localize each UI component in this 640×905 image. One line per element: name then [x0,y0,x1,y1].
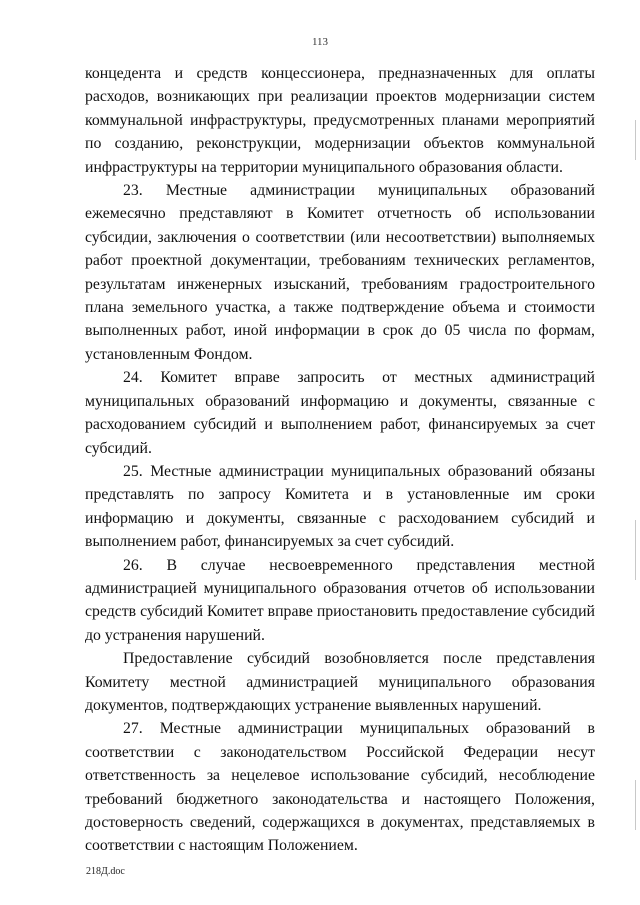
paragraph-item-25: 25. Местные администрации муниципальных образований обязаны представлять по запросу Комитета и в установленные им сроки информацию и документы, связанные с расходованием субсидий и выполнением работ, финансируемых за счет субсидий. [85,462,595,551]
paragraph-item-27: 27. Местные администрации муниципальных образований в соответствии с законодательством Российской Федерации несут ответственность за нецелевое использование субсидий, несоблюдение требований бюджетного законодательства и настоящего Положения, достоверность сведений, содержащихся в документах, представляемых в соответствии с настоящим Положением. [85,720,595,855]
paragraph-item-23: 23. Местные администрации муниципальных образований ежемесячно представляют в Комитет отчетность об использовании субсидии, заключения о соответствии (или несоответствии) выполняемых работ проектной документации, требованиям технических регламентов, результатам инженерных изысканий, требованиям градостроительного плана земельного участка, а также подтверждение объема и стоимости выполненных работ, иной информации в срок до 05 числа по формам, установленным Фондом. [85,182,595,363]
paragraph-item-26: 26. В случае несвоевременного представления местной администрацией муниципального образования отчетов об использовании средств субсидий Комитет вправе приостановить предоставление субсидий до устранения нарушений. [85,556,595,644]
paragraph-resumption: Предоставление субсидий возобновляется после представления Комитету местной администрацией муниципального образования документов, подтверждающих устранение выявленных нарушений. [85,650,595,714]
scan-edge-mark [635,520,636,580]
scan-edge-mark [635,780,636,830]
page-number: 113 [311,36,329,48]
file-name-footer: 218Д.doc [86,866,125,877]
scan-edge-mark [635,120,636,160]
paragraph: концедента и средств концессионера, предназначенных для оплаты расходов, возникающих при реализации проектов модернизации систем коммунальной инфраструктуры, предусмотренных планами мероприятий по созданию, реконструкции, модернизации объектов коммунальной инфраструктуры на территории муниципального образования области. [85,65,595,176]
document-body [85,62,595,858]
paragraph-item-24: 24. Комитет вправе запросить от местных администраций муниципальных образований информацию и документы, связанные с расходованием субсидий и выполнением работ, финансируемых за счет субсидий. [85,369,595,457]
